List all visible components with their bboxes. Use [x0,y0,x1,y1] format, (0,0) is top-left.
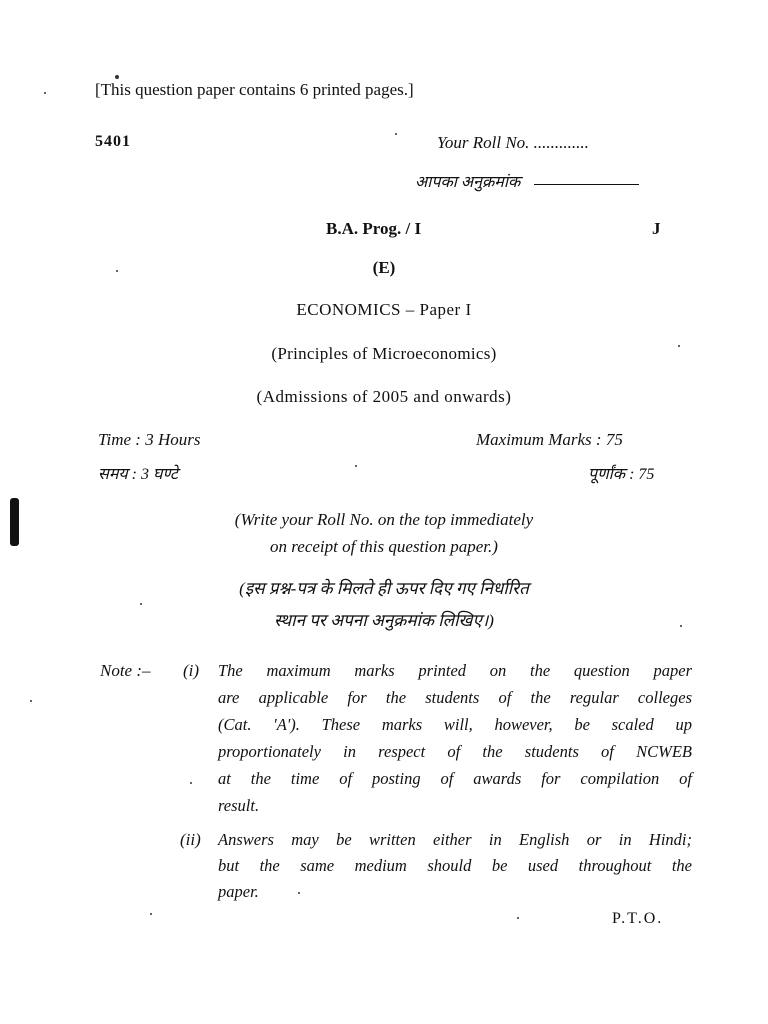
instruction-english-line-2: on receipt of this question paper.) [270,537,498,556]
roll-number-label-hindi [415,170,639,192]
maximum-marks: Maximum Marks : 75 [476,430,623,449]
scan-speck [298,892,300,894]
note-item-1-line-4: proportionately in respect of the students of NCWEB [218,742,692,761]
scan-speck [30,700,32,702]
instruction-hindi-line-1: (इस प्रश्न-पत्र के मिलते ही ऊपर दिए गए निर्धारित [239,579,529,598]
scan-speck [150,913,152,915]
set-code: J [652,219,661,238]
course-name: B.A. Prog. / I [326,219,422,238]
note-item-1-marker: (i) [183,661,200,680]
please-turn-over: P.T.O. [612,910,664,927]
note-item-1-line-2: are applicable for the students of the regular colleges [218,688,692,707]
instruction-english-line-1: (Write your Roll No. on the top immediately [234,510,534,529]
scan-speck [44,92,46,94]
scan-speck [517,917,519,919]
note-item-1-line-1: The maximum marks printed on the question paper [218,661,692,680]
note-item-1-line-3: (Cat. 'A'). These marks will, however, be scaled up [218,715,692,734]
roll-number-label-hindi-text: आपका अनुक्रमांक [415,174,521,191]
note-item-2-line-2: but the same medium should be used throughout the [218,856,692,875]
scan-speck [395,133,397,135]
note-item-1-line-5: at the time of posting of awards for compilation of [218,769,692,788]
subject-title: ECONOMICS – Paper I [296,300,472,319]
medium-label: (E) [372,258,396,277]
admissions-note: (Admissions of 2005 and onwards) [256,387,512,406]
note-item-1-line-6: result. [218,796,260,815]
time-allowed: Time : 3 Hours [98,430,201,449]
scan-speck [140,603,142,605]
note-label: Note :– [100,661,151,680]
roll-number-blank-line [534,184,639,185]
note-item-2-line-1: Answers may be written either in English or in Hindi; [218,830,692,849]
roll-number-label: Your Roll No. ............. [437,133,589,152]
time-allowed-hindi: समय : 3 घण्टे [98,466,178,483]
pages-note: [This question paper contains 6 printed pages.] [95,80,414,99]
paper-name: (Principles of Microeconomics) [271,344,497,363]
scan-speck [190,782,192,784]
note-item-2-line-3: paper. [218,882,259,901]
paper-code: 5401 [95,133,131,150]
scan-speck [355,465,357,467]
scan-speck [115,75,119,79]
note-item-2-marker: (ii) [180,830,201,849]
instruction-hindi-line-2: स्थान पर अपना अनुक्रमांक लिखिए।) [274,611,494,630]
maximum-marks-hindi: पूर्णांक : 75 [588,466,655,483]
